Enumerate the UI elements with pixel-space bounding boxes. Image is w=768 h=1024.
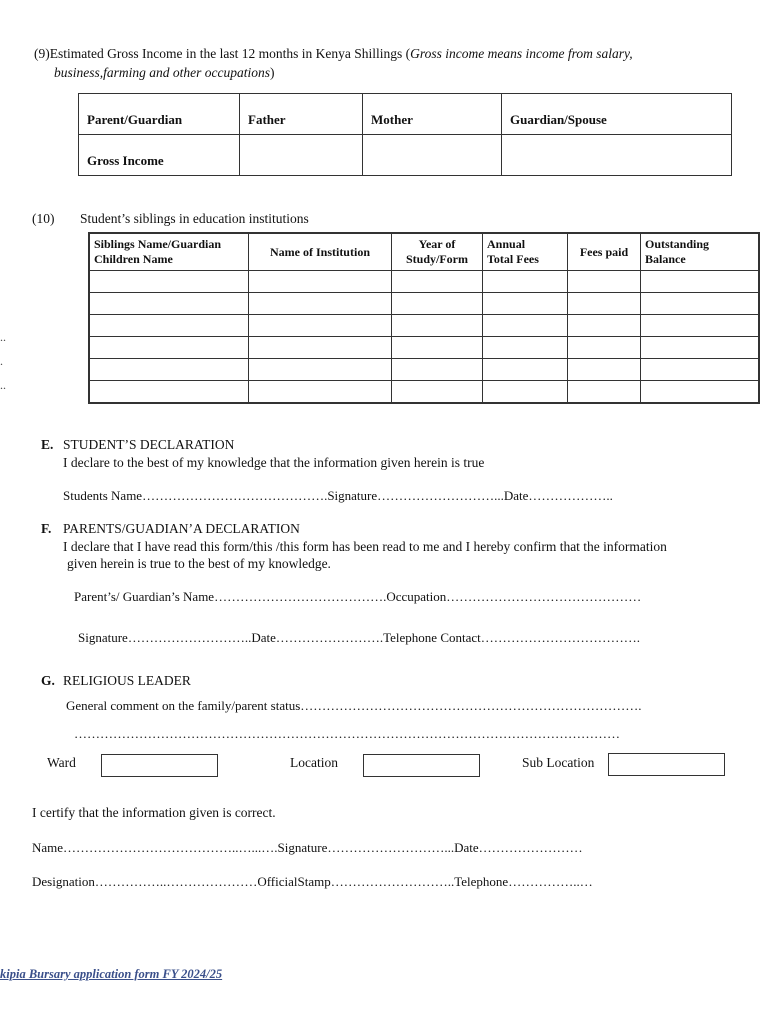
location-label: Location [290, 755, 338, 770]
section-f-heading: F. PARENTS/GUADIAN’A DECLARATION [41, 521, 300, 536]
income-header-parent: Parent/Guardian [79, 94, 240, 135]
question-9-number: (9) [34, 46, 50, 61]
section-f-statement-2: given herein is true to the best of my knowledge. [67, 556, 331, 571]
margin-dots-3: .. [0, 378, 6, 392]
table-row [89, 359, 759, 381]
designation-line[interactable]: Designation……………..…………………OfficialStamp………………………..Telephone……………..… [32, 874, 593, 889]
income-table [78, 93, 732, 176]
income-header-father: Father [240, 94, 363, 135]
table-row [89, 293, 759, 315]
ward-label: Ward [47, 755, 76, 770]
question-9-text: Estimated Gross Income in the last 12 months in Kenya Shillings ( [49, 46, 411, 61]
question-9-italic-2: business,farming and other occupations [54, 65, 270, 80]
certifier-name-line[interactable]: Name…………………………………..…...….Signature………………………...Date…………………… [32, 840, 583, 855]
margin-dots-1: .. [0, 330, 6, 344]
sub-location-label: Sub Location [522, 755, 595, 770]
siblings-header-year: Year of Study/Form [392, 233, 483, 271]
question-9-italic-1: Gross income means income from salary, [410, 46, 633, 61]
form-footer: kipia Bursary application form FY 2024/25 [0, 967, 223, 981]
general-comment-line[interactable]: General comment on the family/parent status……………………………………………………………………. [66, 698, 642, 713]
section-g-heading: G. RELIGIOUS LEADER [41, 673, 191, 688]
location-input[interactable] [363, 754, 480, 777]
parent-signature-line[interactable]: Signature………………………..Date…………………….Telephone Contact………………………………. [78, 630, 641, 645]
income-father-cell[interactable] [240, 135, 363, 176]
siblings-header-annual-fees: Annual Total Fees [483, 233, 568, 271]
parent-name-occupation-line[interactable]: Parent’s/ Guardian’s Name………………………………….Occupation……………………………………… [74, 589, 642, 604]
siblings-header-fees-paid: Fees paid [568, 233, 641, 271]
section-f-statement-1: I declare that I have read this form/this /this form has been read to me and I hereby confirm that the information [63, 539, 667, 554]
income-row-label: Gross Income [79, 135, 240, 176]
table-row [89, 315, 759, 337]
income-mother-cell[interactable] [363, 135, 502, 176]
siblings-header-name: Siblings Name/Guardian Children Name [89, 233, 249, 271]
question-10-title: Student’s siblings in education institutions [80, 211, 309, 226]
siblings-header-institution: Name of Institution [249, 233, 392, 271]
comment-continuation-line[interactable]: ……………………………………………………………………………………………………………… [74, 726, 620, 741]
student-signature-line[interactable]: Students Name…………………………………….Signature………………………...Date……………….. [63, 488, 613, 503]
table-row [89, 271, 759, 293]
section-e-statement: I declare to the best of my knowledge that the information given herein is true [63, 455, 485, 470]
question-9: (9)Estimated Gross Income in the last 12 months in Kenya Shillings (Gross income means income from salary, business,farming and other occupations) [34, 46, 633, 80]
income-header-mother: Mother [363, 94, 502, 135]
question-10-number: (10) [32, 211, 55, 226]
income-guardian-cell[interactable] [502, 135, 732, 176]
certify-statement: I certify that the information given is correct. [32, 805, 276, 820]
table-row [89, 337, 759, 359]
income-header-guardian: Guardian/Spouse [502, 94, 732, 135]
siblings-table [88, 232, 760, 404]
section-e-heading: E. STUDENT’S DECLARATION [41, 437, 235, 452]
table-row [89, 381, 759, 404]
ward-input[interactable] [101, 754, 218, 777]
sub-location-input[interactable] [608, 753, 725, 776]
margin-dots-2: . [0, 354, 3, 368]
siblings-header-balance: Outstanding Balance [641, 233, 760, 271]
